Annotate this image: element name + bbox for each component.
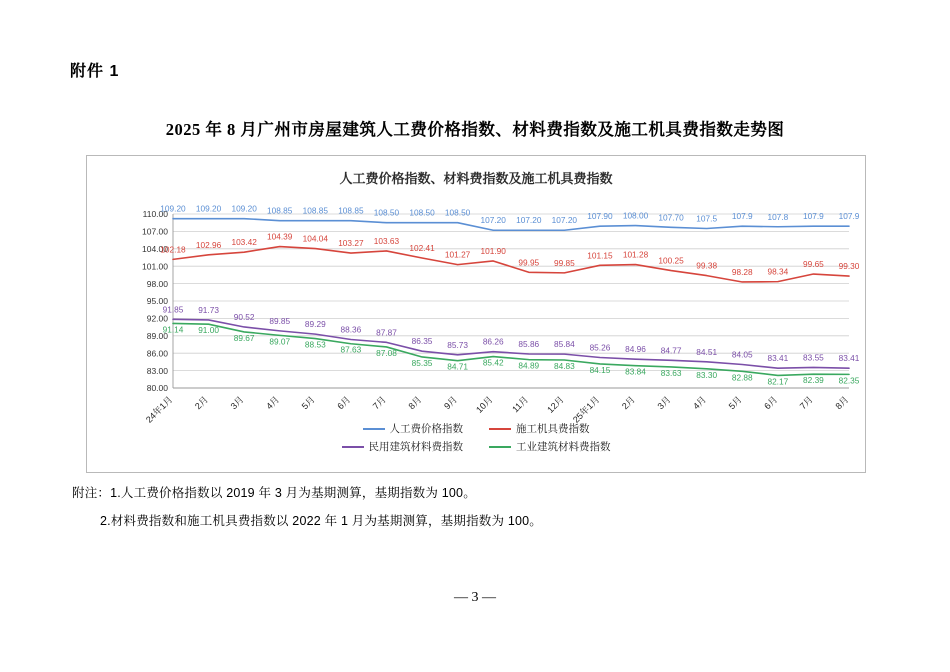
svg-text:86.35: 86.35 bbox=[411, 336, 433, 347]
svg-text:4月: 4月 bbox=[264, 394, 282, 412]
svg-text:11月: 11月 bbox=[510, 394, 531, 415]
svg-text:83.41: 83.41 bbox=[767, 353, 789, 364]
svg-text:88.36: 88.36 bbox=[340, 324, 362, 335]
svg-text:8月: 8月 bbox=[406, 394, 424, 412]
legend-label-machinery: 施工机具费指数 bbox=[516, 423, 590, 435]
svg-text:107.20: 107.20 bbox=[480, 215, 506, 226]
svg-text:86.26: 86.26 bbox=[482, 336, 504, 347]
svg-text:87.63: 87.63 bbox=[340, 344, 362, 355]
svg-text:84.83: 84.83 bbox=[553, 360, 575, 371]
svg-text:89.00: 89.00 bbox=[146, 331, 168, 341]
svg-text:102.18: 102.18 bbox=[160, 244, 186, 255]
svg-text:25年1月: 25年1月 bbox=[570, 394, 602, 425]
svg-text:82.39: 82.39 bbox=[803, 375, 824, 386]
svg-text:84.77: 84.77 bbox=[660, 345, 682, 356]
svg-text:5月: 5月 bbox=[299, 394, 317, 412]
svg-text:99.38: 99.38 bbox=[696, 260, 718, 271]
legend-label-civil-material: 民用建筑材料费指数 bbox=[368, 441, 463, 453]
legend-swatch-labor bbox=[363, 428, 385, 430]
svg-text:85.73: 85.73 bbox=[447, 339, 469, 350]
svg-text:108.85: 108.85 bbox=[338, 205, 364, 216]
legend-swatch-civil-material bbox=[342, 446, 364, 448]
svg-text:6月: 6月 bbox=[762, 394, 780, 412]
legend-item-labor bbox=[363, 421, 464, 436]
svg-text:107.20: 107.20 bbox=[516, 215, 542, 226]
svg-text:108.50: 108.50 bbox=[409, 207, 435, 218]
svg-text:101.15: 101.15 bbox=[587, 250, 613, 261]
svg-text:108.85: 108.85 bbox=[302, 205, 329, 216]
svg-text:91.00: 91.00 bbox=[198, 325, 219, 336]
svg-text:85.42: 85.42 bbox=[482, 357, 504, 368]
svg-text:87.08: 87.08 bbox=[376, 347, 397, 358]
svg-text:90.52: 90.52 bbox=[233, 311, 255, 322]
svg-text:109.20: 109.20 bbox=[195, 203, 222, 214]
svg-text:99.30: 99.30 bbox=[838, 261, 860, 272]
svg-text:91.14: 91.14 bbox=[162, 324, 184, 335]
svg-text:83.63: 83.63 bbox=[660, 367, 682, 378]
svg-text:83.41: 83.41 bbox=[838, 353, 860, 364]
svg-text:108.50: 108.50 bbox=[373, 207, 400, 218]
svg-text:88.53: 88.53 bbox=[304, 339, 326, 350]
svg-text:83.84: 83.84 bbox=[625, 366, 646, 377]
svg-text:107.20: 107.20 bbox=[551, 215, 578, 226]
svg-text:99.85: 99.85 bbox=[553, 257, 575, 268]
svg-text:84.51: 84.51 bbox=[696, 346, 718, 357]
svg-text:98.28: 98.28 bbox=[731, 266, 753, 277]
chart-legend bbox=[87, 421, 865, 454]
svg-text:110.00: 110.00 bbox=[142, 209, 168, 220]
svg-text:86.00: 86.00 bbox=[146, 348, 168, 359]
svg-text:85.84: 85.84 bbox=[553, 339, 575, 350]
legend-item-industrial-material bbox=[489, 439, 611, 454]
svg-text:92.00: 92.00 bbox=[146, 313, 168, 324]
svg-text:85.26: 85.26 bbox=[589, 342, 611, 353]
legend-row-1 bbox=[363, 421, 590, 436]
legend-row-2 bbox=[342, 439, 611, 454]
svg-text:2月: 2月 bbox=[193, 394, 210, 412]
svg-text:4月: 4月 bbox=[691, 394, 709, 412]
legend-label-industrial-material: 工业建筑材料费指数 bbox=[516, 441, 611, 453]
svg-text:89.85: 89.85 bbox=[269, 315, 291, 326]
svg-text:89.07: 89.07 bbox=[269, 336, 291, 347]
svg-text:107.90: 107.90 bbox=[587, 211, 613, 222]
svg-text:83.00: 83.00 bbox=[146, 365, 168, 376]
svg-text:84.05: 84.05 bbox=[731, 349, 753, 360]
svg-text:87.87: 87.87 bbox=[376, 327, 397, 338]
svg-text:84.89: 84.89 bbox=[518, 360, 540, 371]
svg-text:99.95: 99.95 bbox=[518, 257, 540, 268]
svg-text:104.04: 104.04 bbox=[302, 233, 329, 244]
svg-text:82.17: 82.17 bbox=[767, 376, 789, 387]
svg-text:107.9: 107.9 bbox=[838, 211, 860, 222]
legend-item-civil-material bbox=[342, 439, 464, 454]
note-line-2: 2.材料费指数和施工机具费指数以 2022 年 1 月为基期测算，基期指数为 100。 bbox=[100, 514, 543, 528]
svg-text:103.63: 103.63 bbox=[373, 235, 400, 246]
page-title: 2025 年 8 月广州市房屋建筑人工费价格指数、材料费指数及施工机具费指数走势图 bbox=[165, 120, 785, 139]
svg-text:82.35: 82.35 bbox=[838, 375, 860, 386]
svg-text:84.96: 84.96 bbox=[625, 344, 646, 355]
svg-text:107.9: 107.9 bbox=[731, 211, 753, 222]
svg-text:91.85: 91.85 bbox=[162, 304, 184, 315]
svg-text:83.30: 83.30 bbox=[696, 369, 718, 380]
svg-text:84.15: 84.15 bbox=[589, 364, 611, 375]
svg-text:12月: 12月 bbox=[545, 394, 566, 415]
svg-text:6月: 6月 bbox=[335, 394, 353, 412]
note-line-1: 附注：1.人工费价格指数以 2019 年 3 月为基期测算，基期指数为 100。 bbox=[72, 486, 476, 500]
svg-text:101.27: 101.27 bbox=[444, 249, 471, 260]
svg-text:103.27: 103.27 bbox=[338, 238, 364, 249]
svg-text:108.85: 108.85 bbox=[267, 205, 293, 216]
svg-text:107.00: 107.00 bbox=[142, 226, 168, 237]
svg-text:3月: 3月 bbox=[655, 394, 673, 412]
svg-text:3月: 3月 bbox=[228, 394, 246, 412]
svg-text:107.8: 107.8 bbox=[767, 211, 789, 222]
legend-item-machinery bbox=[489, 421, 590, 436]
svg-text:8月: 8月 bbox=[833, 394, 851, 412]
svg-text:83.55: 83.55 bbox=[803, 352, 824, 363]
svg-text:103.42: 103.42 bbox=[231, 237, 257, 248]
svg-text:85.35: 85.35 bbox=[411, 357, 433, 368]
svg-text:89.67: 89.67 bbox=[233, 332, 255, 343]
legend-label-labor: 人工费价格指数 bbox=[389, 423, 463, 435]
svg-text:107.70: 107.70 bbox=[658, 212, 684, 223]
svg-text:108.50: 108.50 bbox=[444, 207, 471, 218]
attachment-label: 附件 1 bbox=[70, 63, 120, 80]
svg-text:98.34: 98.34 bbox=[767, 266, 789, 277]
svg-text:100.25: 100.25 bbox=[658, 255, 684, 266]
svg-text:84.71: 84.71 bbox=[447, 361, 469, 372]
chart-title: 人工费价格指数、材料费指数及施工机具费指数 bbox=[339, 171, 613, 186]
svg-text:101.28: 101.28 bbox=[622, 249, 649, 260]
svg-text:98.00: 98.00 bbox=[146, 278, 168, 289]
svg-text:95.00: 95.00 bbox=[146, 296, 168, 307]
svg-text:2月: 2月 bbox=[619, 394, 637, 412]
svg-text:7月: 7月 bbox=[797, 394, 815, 412]
svg-text:85.86: 85.86 bbox=[518, 339, 540, 350]
chart-container bbox=[86, 155, 866, 473]
page-number: — 3 — bbox=[454, 590, 496, 605]
svg-text:10月: 10月 bbox=[474, 394, 495, 415]
svg-text:107.9: 107.9 bbox=[803, 211, 824, 222]
svg-text:9月: 9月 bbox=[442, 394, 460, 412]
svg-text:89.29: 89.29 bbox=[304, 319, 326, 330]
svg-text:80.00: 80.00 bbox=[146, 383, 168, 394]
svg-text:104.39: 104.39 bbox=[267, 231, 293, 242]
svg-text:109.20: 109.20 bbox=[160, 203, 186, 214]
svg-text:102.41: 102.41 bbox=[409, 243, 435, 254]
svg-text:107.5: 107.5 bbox=[696, 213, 718, 224]
svg-text:109.20: 109.20 bbox=[231, 203, 257, 214]
svg-text:24年1月: 24年1月 bbox=[143, 394, 175, 425]
svg-text:102.96: 102.96 bbox=[195, 239, 222, 250]
svg-text:101.00: 101.00 bbox=[142, 261, 168, 272]
legend-swatch-machinery bbox=[489, 428, 511, 430]
svg-text:108.00: 108.00 bbox=[622, 210, 649, 221]
svg-text:5月: 5月 bbox=[726, 394, 744, 412]
svg-text:7月: 7月 bbox=[370, 394, 388, 412]
svg-text:104.00: 104.00 bbox=[142, 244, 168, 254]
svg-text:82.88: 82.88 bbox=[731, 372, 753, 383]
legend-swatch-industrial-material bbox=[489, 446, 511, 448]
svg-text:101.90: 101.90 bbox=[480, 245, 506, 256]
svg-text:91.73: 91.73 bbox=[198, 304, 219, 315]
svg-text:99.65: 99.65 bbox=[803, 259, 824, 270]
